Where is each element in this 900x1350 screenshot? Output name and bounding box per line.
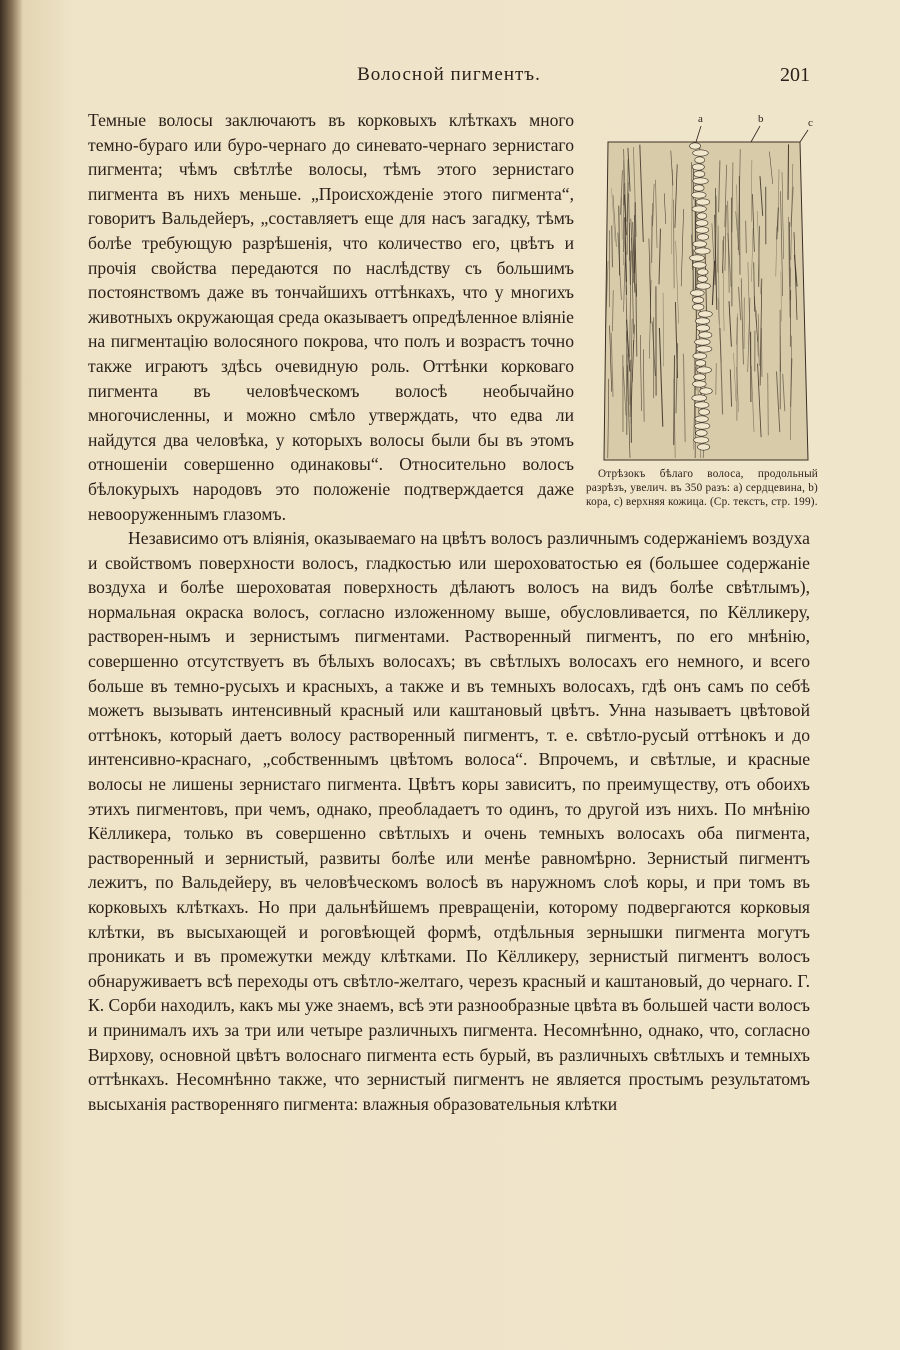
figure-caption: Отрѣзокъ бѣлаго волоса, продольный разрѣзъ, увелич. въ 350 разъ: a) сердцевина, b) кора, c) верхняя кожица. (Ср. текстъ, стр. 199).	[586, 468, 818, 508]
leader-line-b	[751, 126, 760, 142]
figure-label-c: c	[808, 117, 813, 129]
hair-section-figure	[586, 112, 818, 509]
leader-line-a	[696, 126, 701, 142]
leader-line-c	[800, 130, 808, 142]
hair-section-illustration	[586, 112, 818, 462]
paragraph-2: Независимо отъ вліянія, оказываемаго на цвѣтъ волосъ различнымъ содержаніемъ воздуха и свойствомъ поверхности волосъ, гладкостью или шероховатостью ея (большее содержаніе воздуха и болѣе шероховатая поверхность дѣлаютъ волосъ на видъ болѣе свѣтлымъ), нормальная окраска волосъ, согласно изложенному выше, обусловливается, по Кёлликеру, растворен-нымъ и зернистымъ пигментами. Растворенный пигментъ, по его мнѣнію, совершенно отсутствуетъ въ бѣлыхъ волосахъ; въ свѣтлыхъ волосахъ его немного, и всего больше въ темно-русыхъ и красныхъ, а также и въ темныхъ волосахъ, гдѣ онъ самъ по себѣ можетъ вызывать интенсивный красный или каштановый цвѣтъ. Унна называетъ цвѣтовой оттѣнокъ, который даетъ волосу растворенный пигментъ, т. е. свѣтло-русый оттѣнокъ и до интенсивно-краснаго, „собственнымъ цвѣтомъ волоса“. Впрочемъ, и свѣтлые, и красные волосы не лишены зернистаго пигмента. Цвѣтъ коры зависитъ, по преимуществу, отъ обоихъ этихъ пигментовъ, при чемъ, однако, преобладаетъ то одинъ, то другой изъ нихъ. По мнѣнію Кёлликера, только въ совершенно свѣтлыхъ и очень темныхъ волосахъ оба пигмента, растворенный и зернистый, развиты болѣе или менѣе равномѣрно. Зернистый пигментъ лежитъ, по Вальдейеру, въ человѣческомъ волосѣ въ наружномъ слоѣ коры, и при томъ въ корковыхъ клѣткахъ. Но при дальнѣйшемъ превращеніи, которому подвергаются корковыя клѣтки, въ высыхающей и роговѣющей формѣ, отдѣльныя зернышки пигмента могутъ проникать и въ промежутки между клѣтками. По Кёлликеру, зернистый пигментъ волосъ обнаруживаетъ всѣ переходы отъ свѣтло-желтаго, черезъ красный и каштановый, до чернаго. Г. К. Сорби находилъ, какъ мы уже знаемъ, всѣ эти разнообразные цвѣта въ большей части волосъ и принималъ ихъ за три или четыре различныхъ пигмента. Несомнѣнно, однако, что, согласно Вирхову, основной цвѣтъ волоснаго пигмента есть бурый, въ различныхъ свѣтлыхъ и темныхъ оттѣнкахъ. Несомнѣнно также, что зернистый пигментъ не является простымъ результатомъ высыханія растворенняго пигмента: влажныя образовательныя клѣтки	[88, 528, 810, 1114]
book-binding-edge	[0, 0, 22, 1350]
paragraph-1	[88, 108, 818, 526]
running-title: Волосной пигментъ.	[357, 64, 541, 85]
figure-label-b: b	[758, 113, 764, 125]
running-header	[88, 64, 810, 92]
paragraph-1-text: Темные волосы заключаютъ въ корковыхъ клѣткахъ много темно-бураго или буро-чернаго до синевато-чернаго зернистаго пигмента; чѣмъ свѣтлѣе волосы, тѣмъ этого зернистаго пигмента въ нихъ меньше. „Происхожденіе этого пигмента“, говоритъ Вальдейеръ, „составляетъ еще для насъ загадку, тѣмъ болѣе требующую разрѣшенія, что количество его, цвѣтъ и прочія свойства передаются по наслѣдству съ большимъ постоянствомъ даже въ тончайшихъ оттѣнкахъ, что у многихъ животныхъ окружающая среда оказываетъ опредѣленное вліяніе на пигментацію волосяного покрова, что полъ и возрастъ точно также играютъ здѣсь очевидную роль. Оттѣнки корковаго пигмента въ человѣческомъ волосѣ необычайно многочисленны, и можно смѣло утверждать, что едва ли найдутся два человѣка, у которыхъ волосы были бы въ этомъ отношеніи совершенно одинаковы“. Относительно волосъ бѣлокурыхъ народовъ это положеніе подтверждается даже невооруженнымъ глазомъ.	[88, 110, 574, 524]
body-text	[88, 108, 818, 1268]
figure-label-a: a	[698, 113, 703, 125]
page-number: 201	[780, 64, 810, 86]
